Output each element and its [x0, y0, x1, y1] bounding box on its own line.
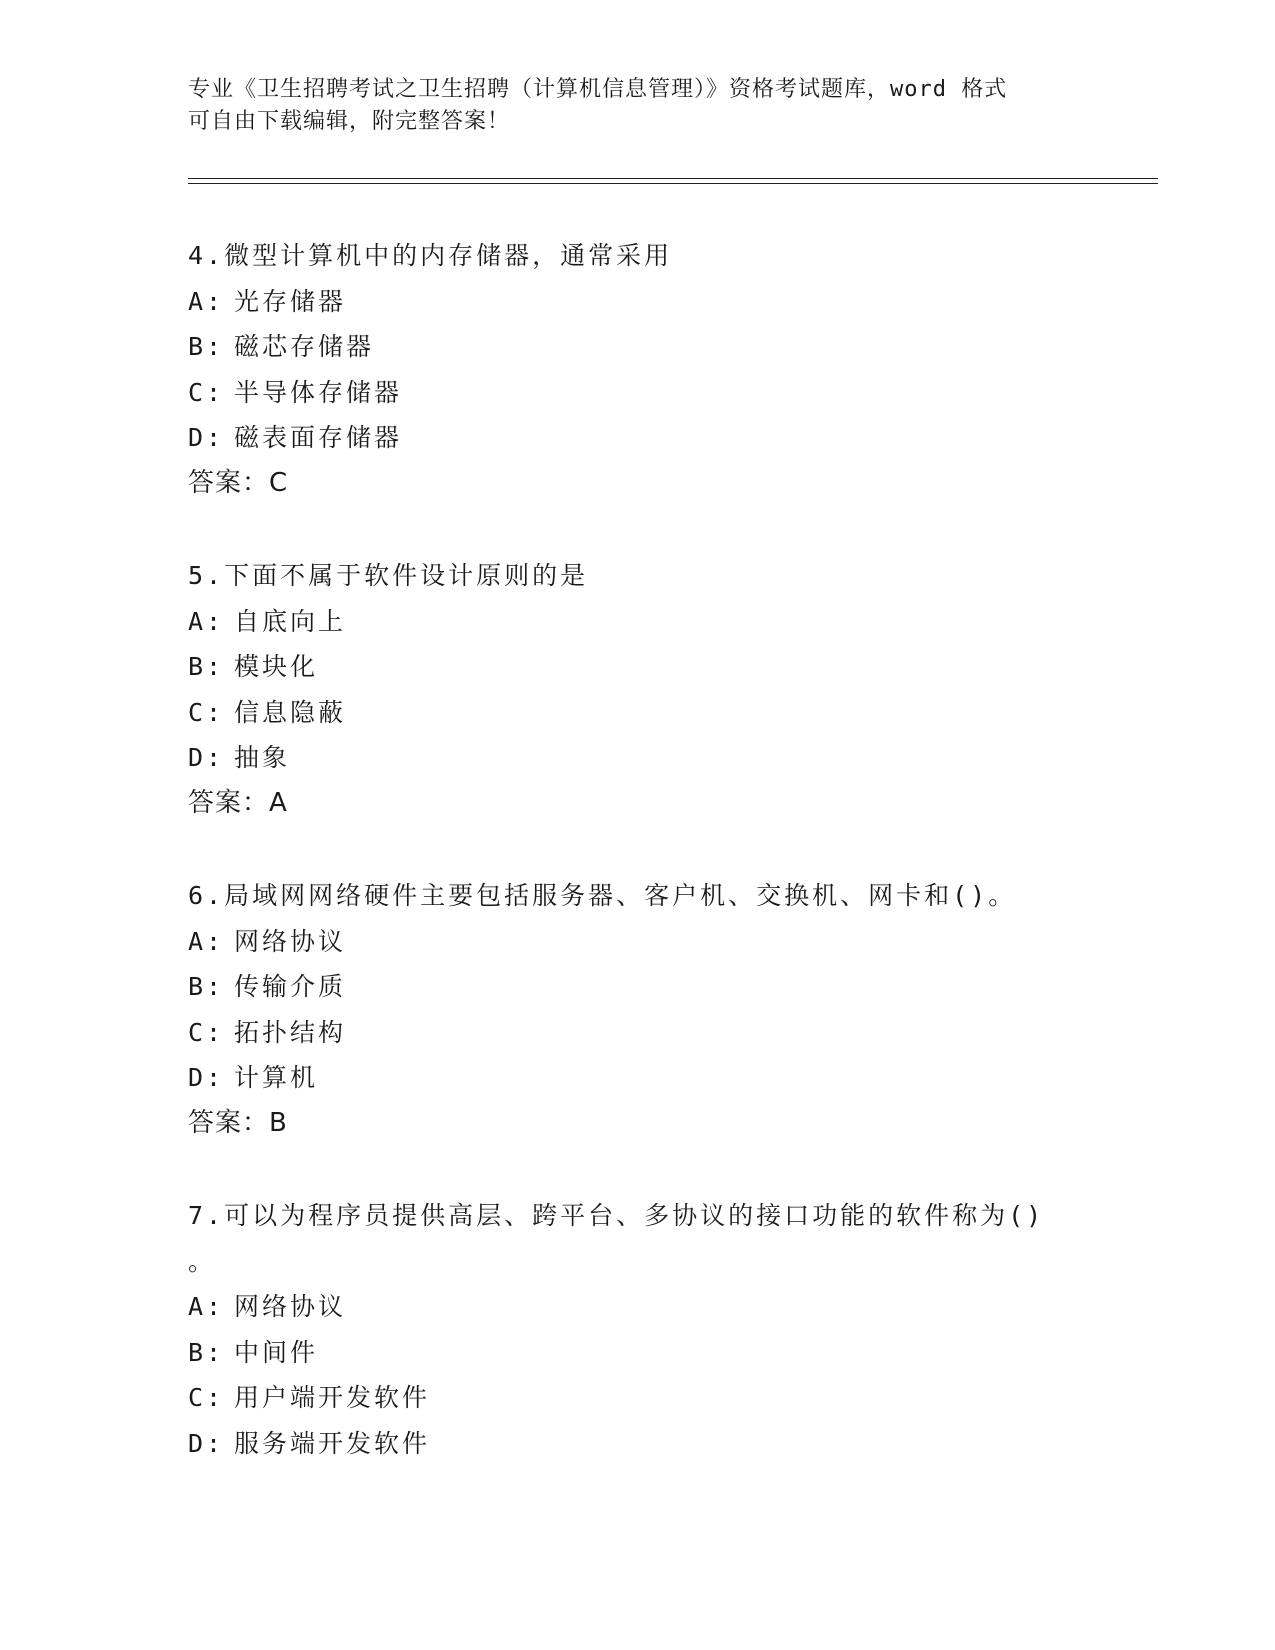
option-letter: A:: [188, 606, 225, 636]
header-line-1: 专业《卫生招聘考试之卫生招聘（计算机信息管理）》资格考试题库，word 格式: [188, 77, 1008, 102]
option-text: 半导体存储器: [234, 377, 403, 407]
option-letter: C:: [188, 377, 225, 407]
option-letter: B:: [188, 652, 225, 681]
document-header: [188, 74, 1068, 138]
option-text: 传输介质: [234, 972, 347, 1001]
option-c: [188, 690, 1088, 736]
option-text: 网络协议: [234, 1292, 347, 1321]
answer-line: 答案：A: [188, 787, 288, 818]
option-c: [188, 1010, 1088, 1056]
option-text: 信息隐蔽: [234, 697, 347, 727]
option-b: [188, 964, 1088, 1010]
option-b: [188, 644, 1088, 690]
option-text: 拓扑结构: [234, 1017, 347, 1047]
option-text: 抽象: [234, 743, 291, 772]
answer-line: 答案：B: [188, 1107, 288, 1138]
header-divider-bottom: [188, 183, 1158, 184]
option-c: [188, 370, 1088, 416]
header-line-2: 可自由下载编辑，附完整答案！: [188, 109, 511, 134]
option-letter: C:: [188, 697, 225, 727]
option-letter: C:: [188, 1017, 225, 1047]
option-d: [188, 415, 1088, 461]
option-letter: D:: [188, 423, 225, 452]
option-a: [188, 919, 1088, 965]
option-text: 服务端开发软件: [234, 1428, 431, 1458]
option-d: [188, 1055, 1088, 1101]
header-divider-top: [188, 178, 1158, 179]
option-text: 自底向上: [234, 606, 347, 636]
option-a: [188, 599, 1088, 645]
option-text: 计算机: [234, 1063, 319, 1092]
question-stem: 5.下面不属于软件设计原则的是: [188, 561, 589, 590]
option-text: 磁芯存储器: [234, 332, 375, 361]
option-d: [188, 1421, 1088, 1467]
question-6: [188, 873, 1088, 1146]
question-stem: 7.可以为程序员提供高层、跨平台、多协议的接口功能的软件称为(): [188, 1201, 1045, 1230]
question-stem-continuation: 。: [188, 1246, 217, 1276]
option-b: [188, 1330, 1088, 1376]
option-letter: D:: [188, 743, 225, 772]
question-5: [188, 553, 1088, 826]
option-letter: A:: [188, 286, 225, 316]
question-4: [188, 233, 1088, 506]
option-text: 光存储器: [234, 286, 347, 316]
option-a: [188, 1284, 1088, 1330]
option-a: [188, 279, 1088, 325]
option-text: 模块化: [234, 652, 319, 681]
option-letter: B:: [188, 332, 225, 361]
question-stem: 6.局域网网络硬件主要包括服务器、客户机、交换机、网卡和()。: [188, 881, 1017, 910]
option-text: 网络协议: [234, 926, 347, 956]
option-d: [188, 735, 1088, 781]
answer-line: 答案：C: [188, 467, 289, 498]
option-letter: C:: [188, 1383, 225, 1412]
option-letter: D:: [188, 1063, 225, 1092]
option-b: [188, 324, 1088, 370]
option-letter: B:: [188, 972, 225, 1001]
option-letter: D:: [188, 1428, 225, 1458]
option-letter: A:: [188, 1292, 225, 1321]
question-7: [188, 1193, 1088, 1466]
option-text: 用户端开发软件: [234, 1383, 431, 1412]
option-letter: A:: [188, 926, 225, 956]
question-stem: 4.微型计算机中的内存储器，通常采用: [188, 241, 673, 270]
option-c: [188, 1375, 1088, 1421]
option-text: 磁表面存储器: [234, 423, 403, 452]
option-text: 中间件: [234, 1337, 319, 1367]
option-letter: B:: [188, 1337, 225, 1367]
